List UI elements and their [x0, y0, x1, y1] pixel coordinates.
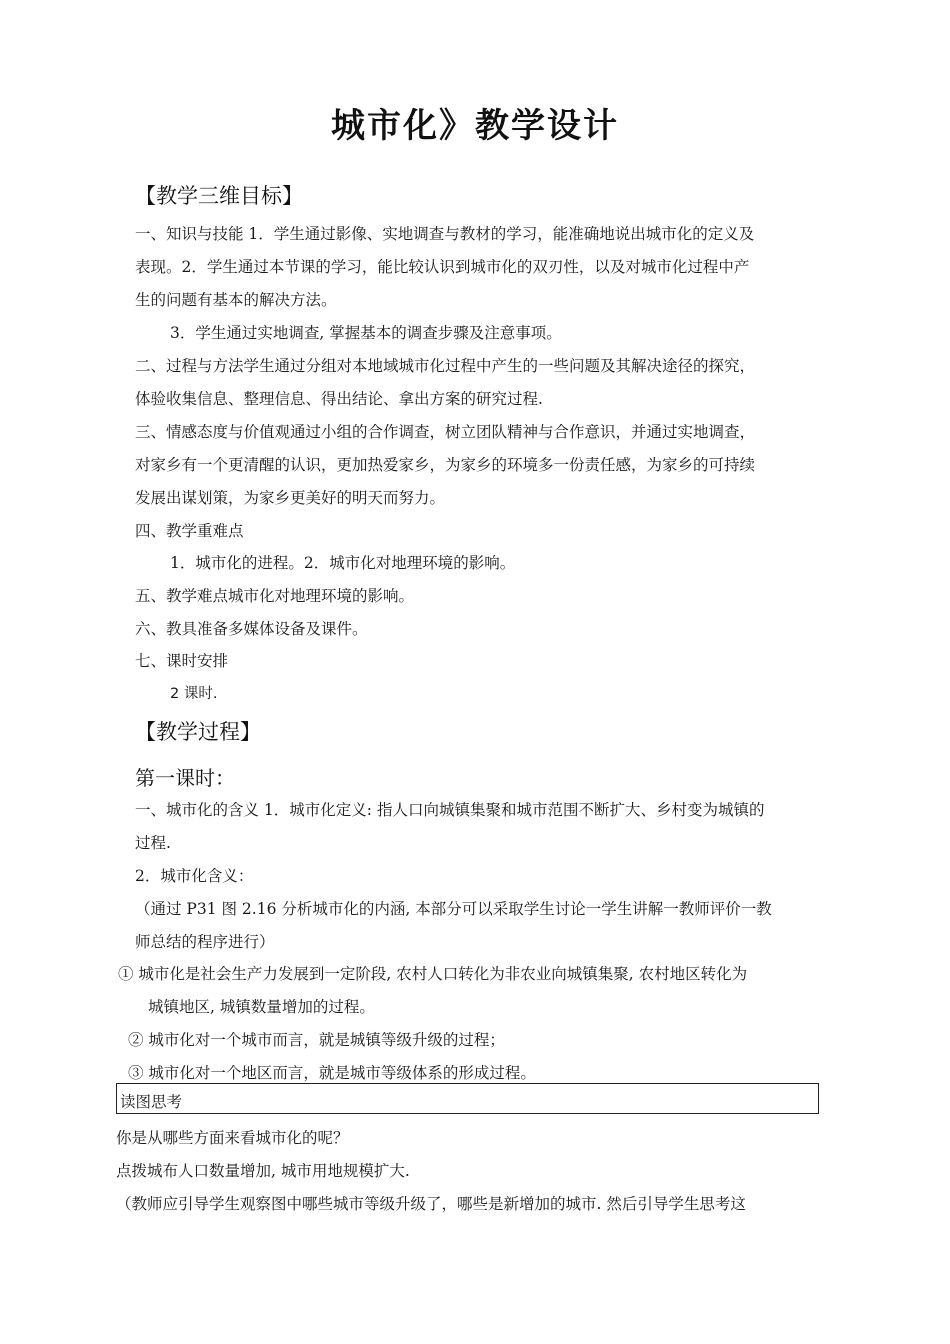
paragraph-line: 四、教学重难点	[135, 522, 244, 540]
paragraph-line: 点拨城布人口数量增加, 城市用地规模扩大.	[116, 1162, 410, 1180]
paragraph-line: 六、教具准备多媒体设备及课件。	[135, 620, 368, 638]
document-title: 城市化》教学设计	[331, 106, 619, 146]
paragraph-line: 2 课时.	[170, 686, 218, 702]
paragraph-line: 体验收集信息、整理信息、得出结论、拿出方案的研究过程.	[135, 390, 543, 408]
section-heading-goals: 【教学三维目标】	[135, 184, 303, 208]
paragraph-line: 五、教学难点城市化对地理环境的影响。	[135, 587, 415, 605]
paragraph-line: 发展出谋划策，为家乡更美好的明天而努力。	[135, 489, 446, 507]
list-item-continuation: 城镇地区, 城镇数量增加的过程。	[148, 998, 375, 1016]
paragraph-line: 三、情感态度与价值观通过小组的合作调查，树立团队精神与合作意识，并通过实地调查，	[135, 423, 756, 441]
paragraph-line: 表现。2．学生通过本节课的学习，能比较认识到城市化的双刃性，以及对城市化过程中产	[135, 258, 750, 276]
paragraph-line: 一、知识与技能 1．学生通过影像、实地调查与教材的学习，能准确地说出城市化的定义及	[135, 225, 755, 243]
paragraph-line: 对家乡有一个更清醒的认识，更加热爱家乡，为家乡的环境多一份责任感，为家乡的可持续	[135, 456, 756, 474]
paragraph-line: 你是从哪些方面来看城市化的呢？	[116, 1129, 349, 1147]
paragraph-line: 2．城市化含义：	[135, 867, 254, 885]
paragraph-line: 二、过程与方法学生通过分组对本地域城市化过程中产生的一些问题及其解决途径的探究，	[135, 357, 756, 375]
paragraph-line: 一、城市化的含义 1．城市化定义: 指人口向城镇集聚和城市范围不断扩大、乡村变为城镇的	[135, 801, 765, 819]
paragraph-line: 过程.	[135, 834, 171, 852]
section-heading-process: 【教学过程】	[135, 720, 261, 744]
paragraph-line: 1．城市化的进程。2．城市化对地理环境的影响。	[170, 554, 516, 572]
think-box-label: 读图思考	[120, 1093, 183, 1111]
paragraph-line: 生的问题有基本的解决方法。	[135, 291, 337, 309]
paragraph-line: 3．学生通过实地调查, 掌握基本的调查步骤及注意事项。	[170, 324, 562, 342]
think-box	[116, 1083, 819, 1114]
lesson-heading: 第一课时：	[135, 766, 235, 790]
list-item: ① 城市化是社会生产力发展到一定阶段, 农村人口转化为非农业向城镇集聚, 农村地区转化为	[118, 965, 748, 983]
list-item: ③ 城市化对一个地区而言，就是城市等级体系的形成过程。	[128, 1064, 536, 1082]
list-item: ② 城市化对一个城市而言，就是城镇等级升级的过程；	[128, 1031, 505, 1049]
paragraph-line: 师总结的程序进行）	[135, 933, 275, 951]
paragraph-line: 七、课时安排	[135, 652, 229, 670]
paragraph-line: （教师应引导学生观察图中哪些城市等级升级了，哪些是新增加的城市. 然后引导学生思考这	[116, 1195, 746, 1213]
paragraph-line: （通过 P31 图 2.16 分析城市化的内涵, 本部分可以采取学生讨论一学生讲解一教师评价一教	[135, 900, 772, 918]
